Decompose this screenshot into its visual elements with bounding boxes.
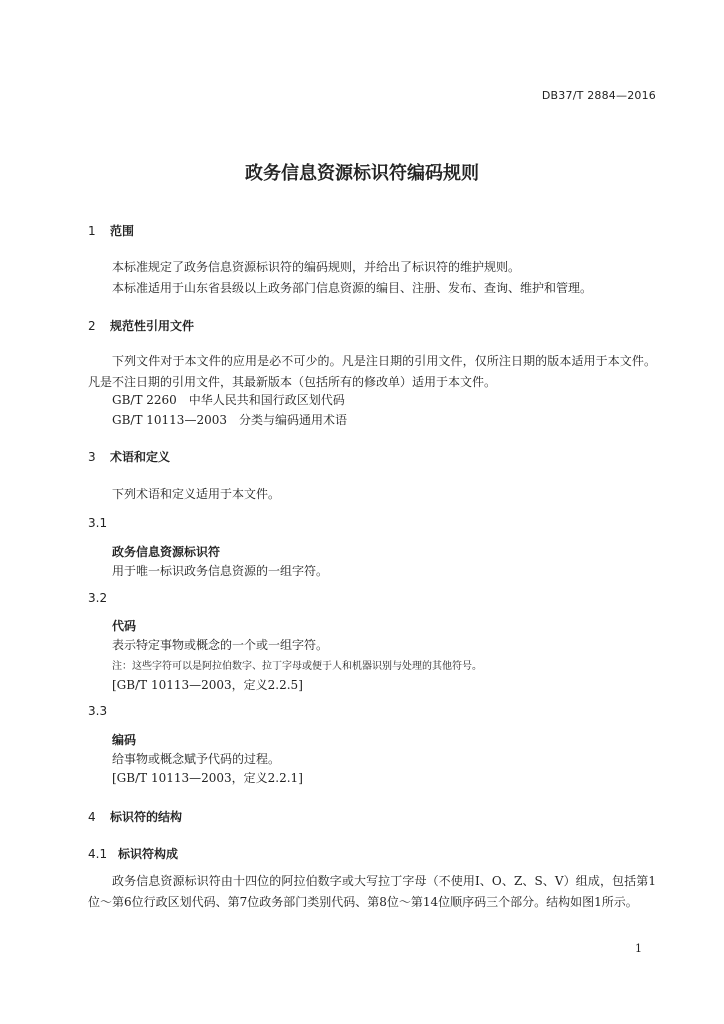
page-number: 1 xyxy=(635,942,642,955)
term-3-2-definition: 表示特定事物或概念的一个或一组字符。 xyxy=(112,638,329,652)
section-title: 范围 xyxy=(110,224,135,238)
term-3-1-number: 3.1 xyxy=(88,516,108,530)
section-number: 1 xyxy=(88,224,96,238)
standard-number: DB37/T 2884—2016 xyxy=(541,89,656,102)
term-3-2-note: 注：这些字符可以是阿拉伯数字、拉丁字母或便于人和机器识别与处理的其他符号。 xyxy=(112,661,482,672)
term-3-2-number: 3.2 xyxy=(88,591,108,605)
section-title: 术语和定义 xyxy=(110,450,171,464)
section-2-heading xyxy=(88,317,194,334)
term-3-2-source: [GB/T 10113—2003，定义2.2.5] xyxy=(112,678,303,692)
term-3-3-number: 3.3 xyxy=(88,704,108,718)
section-number: 3 xyxy=(88,450,96,464)
section-4-paragraph: 政务信息资源标识符由十四位的阿拉伯数字或大写拉丁字母（不使用I、O、Z、S、V）组成，包括第1位～第6位行政区划代码、第7位政务部门类别代码、第8位～第14位顺序码三个部分。结构如图1所示。 xyxy=(88,874,656,909)
section-3-intro: 下列术语和定义适用于本文件。 xyxy=(112,487,281,501)
term-3-1-definition: 用于唯一标识政务信息资源的一组字符。 xyxy=(112,564,329,578)
section-1-heading xyxy=(88,222,134,239)
document-title: 政务信息资源标识符编码规则 xyxy=(245,163,479,184)
term-3-1-title: 政务信息资源标识符 xyxy=(112,545,221,559)
section-number: 2 xyxy=(88,319,96,333)
section-3-heading xyxy=(88,448,170,465)
term-3-3-title: 编码 xyxy=(112,733,137,747)
section-number: 4 xyxy=(88,810,96,824)
subsection-title: 标识符构成 xyxy=(118,847,179,861)
term-3-3-definition: 给事物或概念赋予代码的过程。 xyxy=(112,752,281,766)
reference-2: GB/T 10113—2003 分类与编码通用术语 xyxy=(112,413,347,427)
section-title: 规范性引用文件 xyxy=(110,319,195,333)
term-3-3-source: [GB/T 10113—2003，定义2.2.1] xyxy=(112,771,303,785)
term-3-2-title: 代码 xyxy=(112,619,137,633)
reference-1: GB/T 2260 中华人民共和国行政区划代码 xyxy=(112,393,345,407)
section-2-paragraph: 下列文件对于本文件的应用是必不可少的。凡是注日期的引用文件，仅所注日期的版本适用于本文件。凡是不注日期的引用文件，其最新版本（包括所有的修改单）适用于本文件。 xyxy=(88,354,656,389)
section-1-line-1: 本标准规定了政务信息资源标识符的编码规则，并给出了标识符的维护规则。 xyxy=(112,260,521,274)
section-1-line-2: 本标准适用于山东省县级以上政务部门信息资源的编目、注册、发布、查询、维护和管理。 xyxy=(112,281,593,295)
subsection-4-1-heading xyxy=(88,845,178,862)
section-4-heading xyxy=(88,808,182,825)
subsection-number: 4.1 xyxy=(88,847,108,861)
section-title: 标识符的结构 xyxy=(110,810,183,824)
